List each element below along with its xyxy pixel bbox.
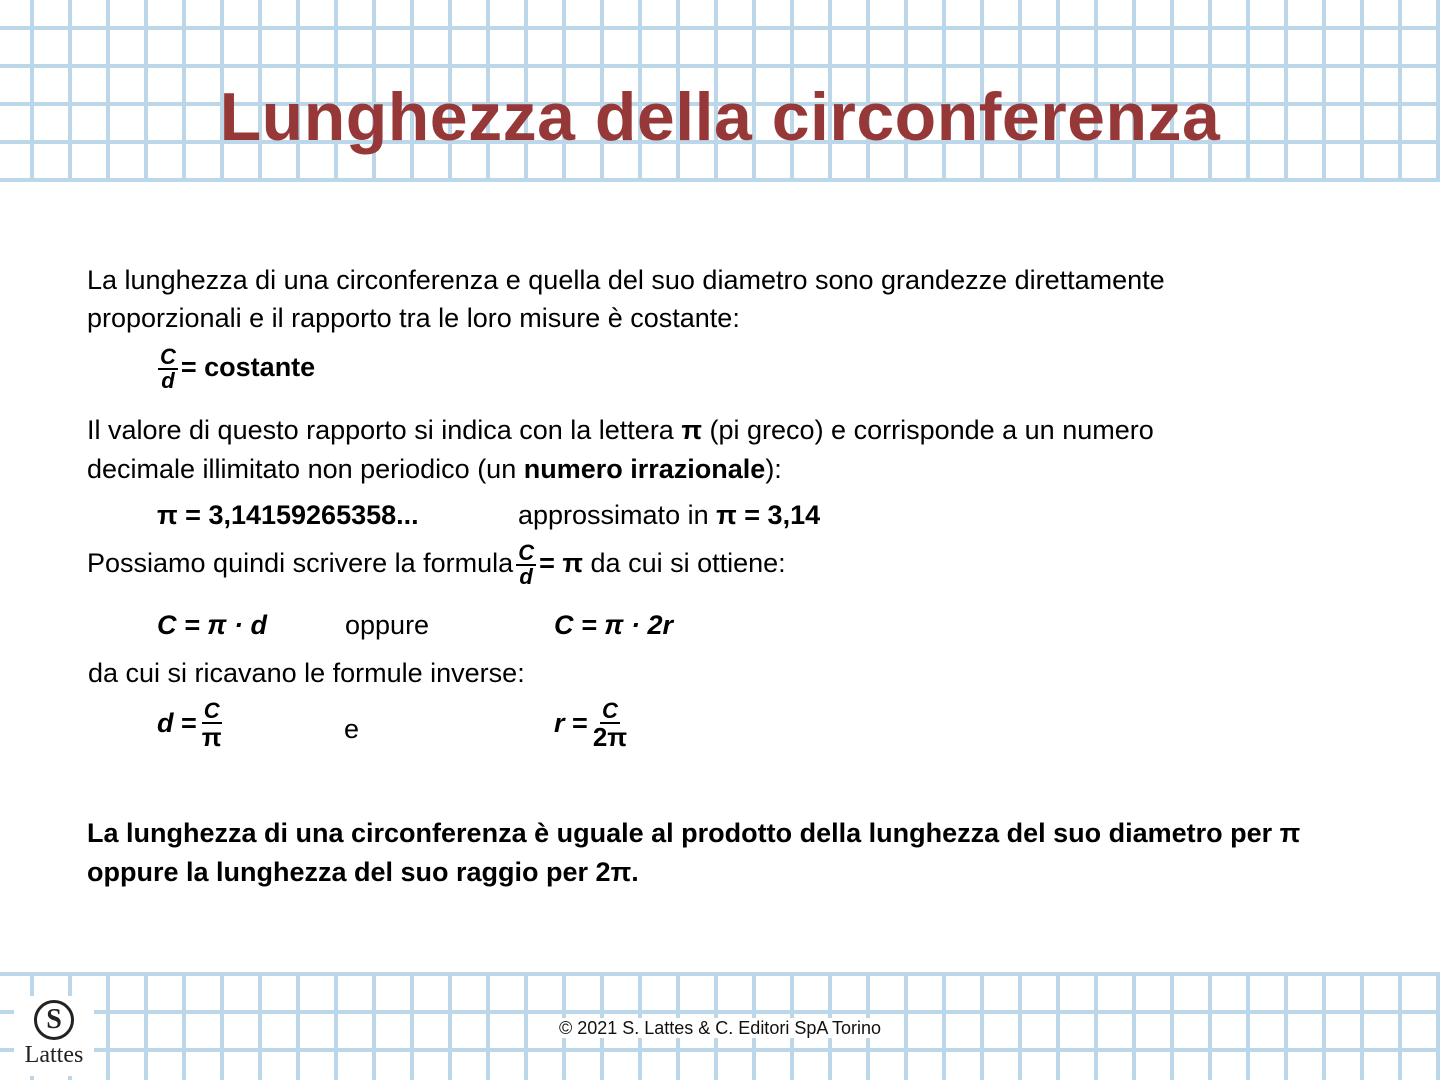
inverse-d-numerator: C <box>203 698 220 723</box>
pi-approx-value: π = 3,14 <box>716 500 821 530</box>
lattes-logo-text: Lattes <box>24 1042 84 1068</box>
inverse-r-eq: = <box>572 708 588 739</box>
formula-oppure: oppure <box>345 610 430 640</box>
formula-prefix: Possiamo quindi scrivere la formula <box>87 548 514 579</box>
intro-line-1: La lunghezza di una circonferenza e quella del suo diametro sono grandezze direttamente <box>87 265 1165 295</box>
formula-denominator: d <box>519 564 533 589</box>
rule-line-1: La lunghezza di una circonferenza è uguale al prodotto della lunghezza del suo diametro per π <box>87 818 1301 848</box>
inverse-d-denominator: π <box>201 722 222 752</box>
inverse-d-fraction <box>200 700 224 750</box>
inverse-d-lhs: d <box>157 708 174 739</box>
inverse-r-formula <box>554 700 632 750</box>
pi-approx-label: approssimato in <box>518 500 717 530</box>
formula-suffix: da cui si ottiene: <box>583 548 786 579</box>
pi-paragraph-line-2 <box>87 450 782 489</box>
copyright-text: © 2021 S. Lattes & C. Editori SpA Torino <box>555 1018 885 1038</box>
pi-symbol: π <box>681 415 703 445</box>
formula-c-pi-d: C = π · d <box>157 610 267 640</box>
pi-approx <box>518 500 820 531</box>
pi-paragraph-line-1 <box>87 411 1154 450</box>
inverse-r-fraction <box>591 700 629 750</box>
inverse-r-numerator: C <box>602 698 618 723</box>
ratio-formula <box>155 346 315 392</box>
formula-numerator: C <box>518 540 535 565</box>
formula-r: r <box>662 610 674 640</box>
inverse-r-denominator: 2π <box>592 722 628 752</box>
ratio-numerator: C <box>160 344 176 369</box>
pi-text-c: decimale illimitato non periodico (un <box>87 454 524 484</box>
lattes-logo-mark: S <box>34 1000 74 1040</box>
pi-text-b: (pi greco) e corrisponde a un numero <box>702 415 1154 445</box>
copyright <box>0 1018 1440 1039</box>
inverse-d-formula <box>157 700 227 750</box>
formula-c-pi-2r <box>554 610 673 641</box>
page-title: Lunghezza della circonferenza <box>219 79 1221 155</box>
ratio-rhs: = costante <box>180 352 316 383</box>
inverse-intro: da cui si ricavano le formule inverse: <box>88 658 525 688</box>
pi-exact-value: π = 3,14159265358... <box>157 500 419 530</box>
inverse-and: e <box>344 714 360 744</box>
rule-line-2: oppure la lunghezza del suo raggio per 2π. <box>87 857 639 887</box>
ratio-denominator: d <box>161 368 175 393</box>
formula-fraction <box>516 542 536 588</box>
intro-line-2: proporzionali e il rapporto tra le loro misure è costante: <box>87 303 740 333</box>
ratio-fraction <box>158 346 178 392</box>
formula-equals-pi: = π <box>539 548 584 579</box>
pi-text-a: Il valore di questo rapporto si indica con la lettera <box>87 415 682 445</box>
formula-line <box>87 542 786 588</box>
inverse-d-eq: = <box>181 708 197 739</box>
formula-c-pi-2: C = π · 2 <box>554 610 663 640</box>
irrational-term: numero irrazionale <box>523 454 766 484</box>
pi-text-d: ): <box>765 454 782 484</box>
inverse-r-lhs: r <box>554 708 565 739</box>
